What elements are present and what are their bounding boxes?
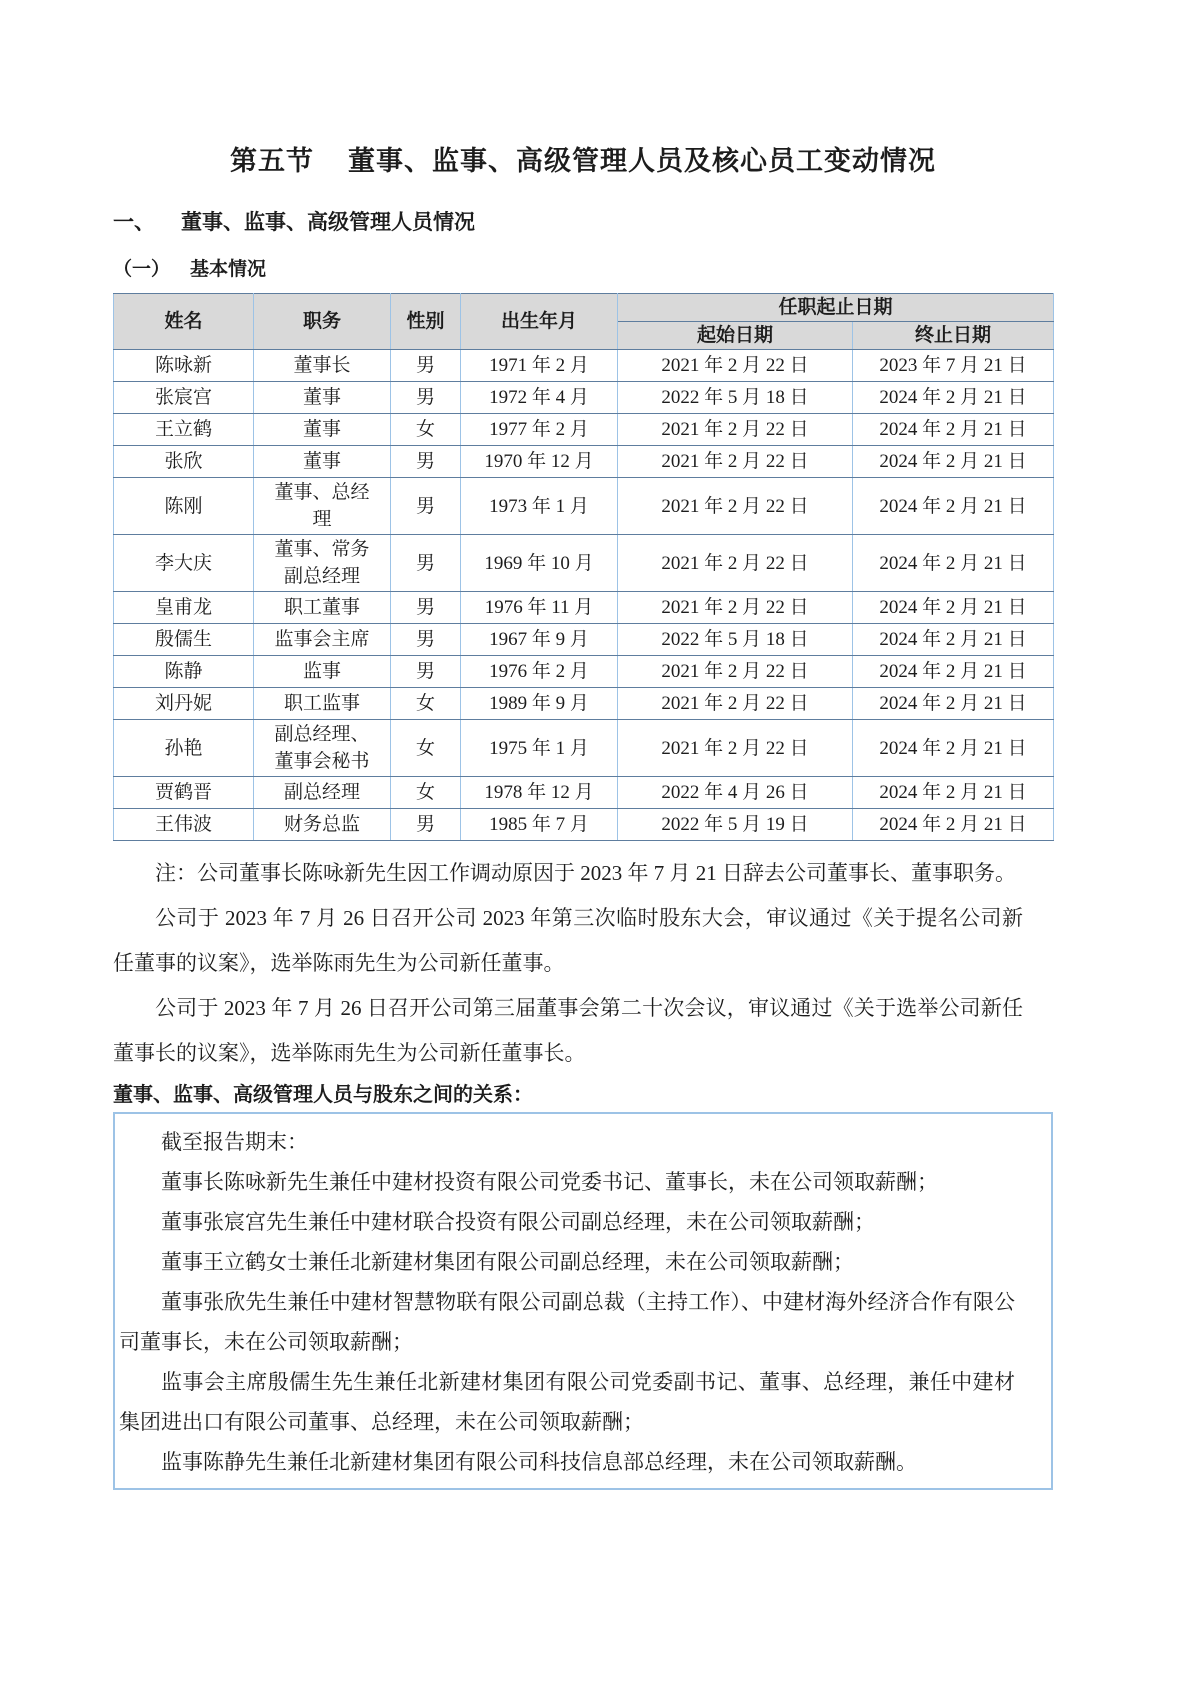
cell-gender: 女 <box>391 720 461 777</box>
header-gender: 性别 <box>391 294 461 350</box>
cell-start: 2021 年 2 月 22 日 <box>618 720 853 777</box>
table-body <box>114 350 1054 841</box>
cell-start: 2021 年 2 月 22 日 <box>618 478 853 535</box>
cell-gender: 男 <box>391 446 461 478</box>
page-title <box>113 0 1053 179</box>
cell-start: 2021 年 2 月 22 日 <box>618 688 853 720</box>
subsection-title: 基本情况 <box>190 259 267 280</box>
cell-birth: 1989 年 9 月 <box>461 688 618 720</box>
cell-name: 张宸宫 <box>114 382 254 414</box>
cell-name: 陈刚 <box>114 478 254 535</box>
page-title-prefix: 第五节 <box>230 146 314 176</box>
header-birth: 出生年月 <box>461 294 618 350</box>
cell-position: 监事 <box>254 656 391 688</box>
cell-birth: 1970 年 12 月 <box>461 446 618 478</box>
cell-gender: 男 <box>391 478 461 535</box>
body-paragraph: 公司于 2023 年 7 月 26 日召开公司第三届董事会第二十次会议，审议通过《关于选举公司新任董事长的议案》，选举陈雨先生为公司新任董事长。 <box>113 996 1023 1065</box>
section-title: 董事、监事、高级管理人员情况 <box>181 211 475 234</box>
header-position: 职务 <box>254 294 391 350</box>
table-row <box>114 350 1054 382</box>
cell-gender: 女 <box>391 414 461 446</box>
table-row <box>114 382 1054 414</box>
cell-end: 2024 年 2 月 21 日 <box>853 478 1054 535</box>
cell-position: 董事、常务副总经理 <box>254 535 391 592</box>
header-term-start: 起始日期 <box>618 322 853 350</box>
page-title-text: 董事、监事、高级管理人员及核心员工变动情况 <box>348 146 936 176</box>
cell-name: 陈静 <box>114 656 254 688</box>
table-row <box>114 720 1054 777</box>
cell-position: 副总经理、董事会秘书 <box>254 720 391 777</box>
cell-birth: 1975 年 1 月 <box>461 720 618 777</box>
cell-start: 2021 年 2 月 22 日 <box>618 656 853 688</box>
cell-name: 张欣 <box>114 446 254 478</box>
cell-end: 2024 年 2 月 21 日 <box>853 446 1054 478</box>
body-paragraph: 公司于 2023 年 7 月 26 日召开公司 2023 年第三次临时股东大会，审议通过《关于提名公司新任董事的议案》，选举陈雨先生为公司新任董事。 <box>113 906 1023 975</box>
relationship-line: 监事会主席殷儒生先生兼任北新建材集团有限公司党委副书记、董事、总经理，兼任中建材集团进出口有限公司董事、总经理，未在公司领取薪酬； <box>119 1370 1015 1434</box>
cell-start: 2021 年 2 月 22 日 <box>618 350 853 382</box>
cell-position: 财务总监 <box>254 809 391 841</box>
cell-end: 2024 年 2 月 21 日 <box>853 688 1054 720</box>
table-row <box>114 624 1054 656</box>
cell-birth: 1976 年 2 月 <box>461 656 618 688</box>
cell-name: 皇甫龙 <box>114 592 254 624</box>
table-row <box>114 535 1054 592</box>
cell-start: 2022 年 5 月 19 日 <box>618 809 853 841</box>
cell-end: 2024 年 2 月 21 日 <box>853 777 1054 809</box>
header-term: 任职起止日期 <box>618 294 1054 322</box>
cell-end: 2024 年 2 月 21 日 <box>853 382 1054 414</box>
cell-name: 刘丹妮 <box>114 688 254 720</box>
cell-gender: 男 <box>391 592 461 624</box>
cell-position: 董事 <box>254 446 391 478</box>
table-row <box>114 656 1054 688</box>
cell-name: 殷儒生 <box>114 624 254 656</box>
cell-birth: 1978 年 12 月 <box>461 777 618 809</box>
header-name: 姓名 <box>114 294 254 350</box>
cell-name: 王立鹤 <box>114 414 254 446</box>
cell-start: 2021 年 2 月 22 日 <box>618 592 853 624</box>
cell-end: 2024 年 2 月 21 日 <box>853 809 1054 841</box>
cell-name: 王伟波 <box>114 809 254 841</box>
cell-end: 2024 年 2 月 21 日 <box>853 535 1054 592</box>
table-row <box>114 688 1054 720</box>
cell-gender: 男 <box>391 382 461 414</box>
cell-position: 董事 <box>254 414 391 446</box>
table-row <box>114 809 1054 841</box>
cell-position: 监事会主席 <box>254 624 391 656</box>
relationship-line: 董事长陈咏新先生兼任中建材投资有限公司党委书记、董事长，未在公司领取薪酬； <box>161 1170 938 1194</box>
table-header <box>114 294 1054 350</box>
cell-end: 2024 年 2 月 21 日 <box>853 624 1054 656</box>
cell-start: 2022 年 4 月 26 日 <box>618 777 853 809</box>
cell-start: 2021 年 2 月 22 日 <box>618 535 853 592</box>
cell-gender: 女 <box>391 688 461 720</box>
cell-name: 贾鹤晋 <box>114 777 254 809</box>
cell-start: 2021 年 2 月 22 日 <box>618 446 853 478</box>
relationship-heading: 董事、监事、高级管理人员与股东之间的关系： <box>113 1084 533 1106</box>
document-page <box>113 0 1053 1490</box>
table-note: 注：公司董事长陈咏新先生因工作调动原因于 2023 年 7 月 21 日辞去公司董事长、董事职务。 <box>155 861 1016 885</box>
relationship-box <box>113 1112 1053 1490</box>
cell-end: 2024 年 2 月 21 日 <box>853 720 1054 777</box>
table-header-row-1 <box>114 294 1054 322</box>
cell-position: 职工监事 <box>254 688 391 720</box>
cell-position: 董事、总经理 <box>254 478 391 535</box>
cell-birth: 1985 年 7 月 <box>461 809 618 841</box>
cell-gender: 男 <box>391 656 461 688</box>
cell-gender: 女 <box>391 777 461 809</box>
table-row <box>114 446 1054 478</box>
cell-birth: 1977 年 2 月 <box>461 414 618 446</box>
relationship-line: 监事陈静先生兼任北新建材集团有限公司科技信息部总经理，未在公司领取薪酬。 <box>161 1450 917 1474</box>
cell-start: 2021 年 2 月 22 日 <box>618 414 853 446</box>
table-row <box>114 414 1054 446</box>
cell-birth: 1976 年 11 月 <box>461 592 618 624</box>
subsection-heading <box>113 257 1053 283</box>
cell-start: 2022 年 5 月 18 日 <box>618 624 853 656</box>
cell-name: 陈咏新 <box>114 350 254 382</box>
cell-position: 董事长 <box>254 350 391 382</box>
table-row <box>114 592 1054 624</box>
cell-position: 董事 <box>254 382 391 414</box>
cell-position: 副总经理 <box>254 777 391 809</box>
cell-gender: 男 <box>391 350 461 382</box>
management-table <box>113 293 1054 841</box>
cell-birth: 1967 年 9 月 <box>461 624 618 656</box>
table-row <box>114 777 1054 809</box>
cell-end: 2024 年 2 月 21 日 <box>853 414 1054 446</box>
section-number: 一、 <box>113 211 155 234</box>
cell-name: 李大庆 <box>114 535 254 592</box>
header-term-end: 终止日期 <box>853 322 1054 350</box>
relationship-line: 董事王立鹤女士兼任北新建材集团有限公司副总经理，未在公司领取薪酬； <box>161 1250 854 1274</box>
table-row <box>114 478 1054 535</box>
relationship-line: 截至报告期末： <box>161 1130 308 1154</box>
relationship-line: 董事张宸宫先生兼任中建材联合投资有限公司副总经理，未在公司领取薪酬； <box>161 1210 875 1234</box>
cell-birth: 1973 年 1 月 <box>461 478 618 535</box>
subsection-number: （一） <box>113 259 171 280</box>
cell-end: 2024 年 2 月 21 日 <box>853 592 1054 624</box>
cell-birth: 1972 年 4 月 <box>461 382 618 414</box>
cell-end: 2024 年 2 月 21 日 <box>853 656 1054 688</box>
cell-position: 职工董事 <box>254 592 391 624</box>
cell-gender: 男 <box>391 809 461 841</box>
notes-block <box>113 851 1023 1076</box>
relationship-line: 董事张欣先生兼任中建材智慧物联有限公司副总裁（主持工作）、中建材海外经济合作有限公司董事长，未在公司领取薪酬； <box>119 1290 1015 1354</box>
cell-name: 孙艳 <box>114 720 254 777</box>
cell-end: 2023 年 7 月 21 日 <box>853 350 1054 382</box>
cell-birth: 1971 年 2 月 <box>461 350 618 382</box>
cell-start: 2022 年 5 月 18 日 <box>618 382 853 414</box>
cell-birth: 1969 年 10 月 <box>461 535 618 592</box>
cell-gender: 男 <box>391 535 461 592</box>
section-heading <box>113 209 1053 237</box>
cell-gender: 男 <box>391 624 461 656</box>
